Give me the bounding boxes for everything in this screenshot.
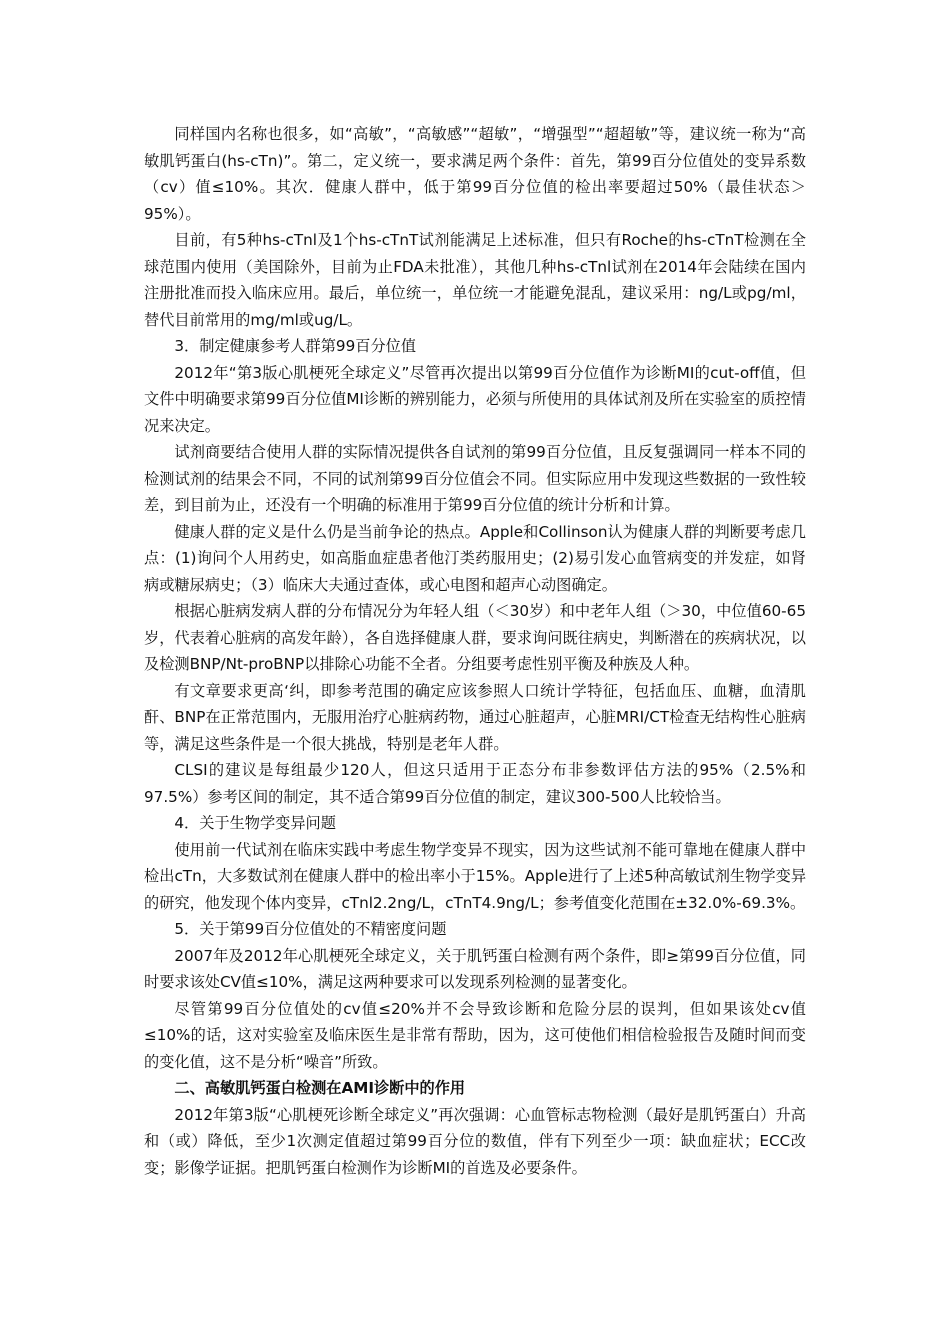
section-heading-3: 3．制定健康参考人群第99百分位值 [174,337,417,355]
document-body [144,121,806,1181]
paragraph-naming-definition: 同样国内名称也很多，如“高敏”，“高敏感”“超敏”，“增强型”“超超敏”等，建议统一称为“高敏肌钙蛋白(hs-cTn)”。第二，定义统一，要求满足两个条件：首先，第99百分位值处的变异系数（cv）值≤10%。其次．健康人群中，低于第99百分位值的检出率要超过50%（最佳状态＞95%）。 [144,125,806,223]
paragraph-biological-variation: 使用前一代试剂在临床实践中考虑生物学变异不现实，因为这些试剂不能可靠地在健康人群中检出cTn，大多数试剂在健康人群中的检出率小于15%。Apple进行了上述5种高敏试剂生物学变异的研究，他发现个体内变异，cTnl2.2ng/L，cTnT4.9ng/L；参考值变化范围在±32.0%-69.3%。 [144,840,806,912]
paragraph-age-groups: 根据心脏病发病人群的分布情况分为年轻人组（＜30岁）和中老年人组（＞30，中位值60-65岁，代表着心脏病的高发年龄），各自选择健康人群，要求询问既往病史，判断潜在的疾病状况，以及检测BNP/Nt-proBNP以排除心功能不全者。分组要考虑性别平衡及种族及人种。 [144,602,806,673]
paragraph-2012-definition: 2012年“第3版心肌梗死全球定义”尽管再次提出以第99百分位值作为诊断MI的cut-off值，但文件中明确要求第99百分位值MI诊断的辨别能力，必须与所使用的具体试剂及所在实验室的质控情况来决定。 [144,363,806,435]
paragraph-clsi: CLSI的建议是每组最少120人，但这只适用于正态分布非参数评估方法的95%（2.5%和97.5%）参考区间的制定，其不适合第99百分位值的制定，建议300-500人比较恰当。 [144,761,806,806]
paragraph-cv-value: 尽管第99百分位值处的cv值≤20%并不会导致诊断和危险分层的误判，但如果该处cv值≤10%的话，这对实验室及临床医生是非常有帮助，因为，这可使他们相信检验报告及随时间而变的变化值，这不是分析“噪音”所致。 [144,999,806,1071]
paragraph-reference-range: 有文章要求更高‘纠，即参考范围的确定应该参照人口统计学特征，包括血压、血糖，血清肌酐、BNP在正常范围内，无服用治疗心脏病药物，通过心脏超声，心脏MRI/CT检查无结构性心脏病等，满足这些条件是一个很大挑战，特别是老年人群。 [144,681,806,753]
section-heading-4: 4．关于生物学变异问题 [174,814,336,832]
paragraph-healthy-population: 健康人群的定义是什么仍是当前争论的热点。Apple和Collinson认为健康人群的判断要考虑几点：(1)询问个人用药史，如高脂血症患者他汀类药服用史；(2)易引发心血管病变的并发症，如肾病或糖尿病史；（3）临床大夫通过查体，或心电图和超声心动图确定。 [144,522,806,594]
paragraph-reagent-vendors: 试剂商要结合使用人群的实际情况提供各自试剂的第99百分位值，且反复强调同一样本不同的检测试剂的结果会不同，不同的试剂第99百分位值会不同。但实际应用中发现这些数据的一致性较差，到目前为止，还没有一个明确的标准用于第99百分位值的统计分析和计算。 [144,443,806,514]
paragraph-2007-2012-definition: 2007年及2012年心肌梗死全球定义，关于肌钙蛋白检测有两个条件，即≥第99百分位值，同时要求该处CV值≤10%，满足这两种要求可以发现系列检测的显著变化。 [144,946,806,991]
paragraph-ami-diagnosis: 2012年第3版“心肌梗死诊断全球定义”再次强调：心血管标志物检测（最好是肌钙蛋白）升高和（或）降低，至少1次测定值超过第99百分位的数值，伴有下列至少一项：缺血症状；ECC改变；影像学证据。把肌钙蛋白检测作为诊断MI的首选及必要条件。 [144,1105,806,1177]
section-heading-two: 二、高敏肌钙蛋白检测在AMI诊断中的作用 [174,1079,466,1097]
section-heading-5: 5．关于第99百分位值处的不精密度问题 [174,920,447,938]
paragraph-current-reagents: 目前，有5种hs-cTnl及1个hs-cTnT试剂能满足上述标准，但只有Roche的hs-cTnT检测在全球范围内使用（美国除外，目前为止FDA未批准），其他几种hs-cTnl试剂在2014年会陆续在国内注册批准而投入临床应用。最后，单位统一，单位统一才能避免混乱，建议采用：ng/L或pg/ml，替代目前常用的mg/ml或ug/L。 [144,231,806,329]
